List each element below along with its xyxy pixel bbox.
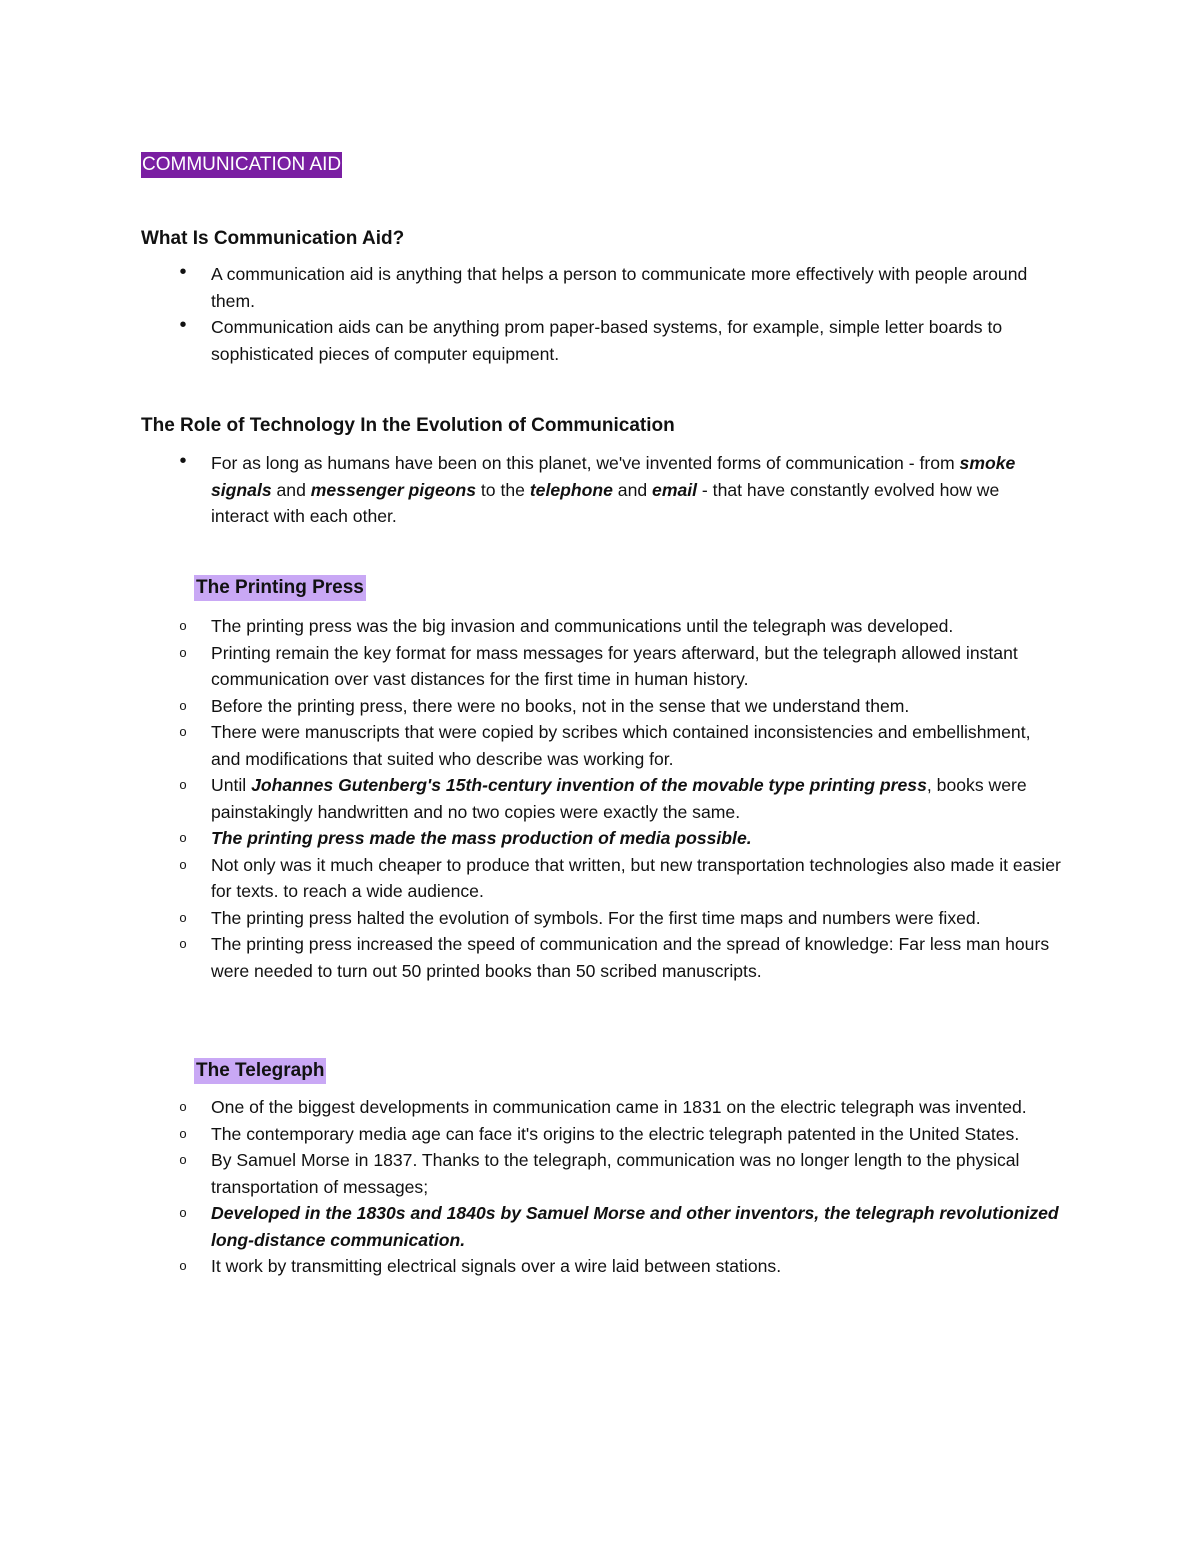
- list-item-text: Before the printing press, there were no books, not in the sense that we understand them.: [211, 695, 910, 716]
- list-item: [0, 693, 1061, 720]
- text-segment: , books were painstakingly handwritten and no two copies were exactly the same.: [211, 775, 1027, 822]
- list-item: [0, 261, 1061, 314]
- text-segment: and: [612, 479, 653, 500]
- bullet-circle-icon: o: [179, 1205, 187, 1220]
- list-item-text: Communication aids can be anything prom paper-based systems, for example, simple letter boards to sophisticated pieces of computer equipment.: [211, 317, 1003, 364]
- bullet-dot-icon: •: [179, 314, 187, 336]
- text-segment: - that have constantly evolved how we interact with each other.: [211, 479, 1000, 526]
- list-item-text-emphasis: The printing press made the mass production of media possible.: [211, 828, 752, 848]
- list-item: [0, 905, 1061, 932]
- list-item: [0, 613, 1061, 640]
- bullet-circle-icon: o: [179, 1152, 187, 1167]
- text-segment: Until: [211, 775, 252, 795]
- list-item: [0, 931, 1061, 984]
- list-item: [0, 772, 1061, 825]
- list-item-text: It work by transmitting electrical signals over a wire laid between stations.: [211, 1256, 782, 1276]
- text-segment: to the: [476, 479, 530, 500]
- list-item: [0, 1253, 1061, 1280]
- list-item-text-emphasis: Developed in the 1830s and 1840s by Samuel Morse and other inventors, the telegraph revolutionized long-distance communication.: [211, 1203, 1059, 1250]
- printing-press-list: [0, 613, 1200, 984]
- list-item: [0, 640, 1061, 693]
- bullet-circle-icon: o: [179, 936, 187, 951]
- emphasis-email: email: [652, 479, 698, 500]
- telegraph-list: [0, 1094, 1200, 1280]
- list-item: [0, 314, 1061, 367]
- list-item-text: By Samuel Morse in 1837. Thanks to the telegraph, communication was no longer length to the physical transportation of messages;: [211, 1150, 1020, 1197]
- list-item-text: [211, 775, 1027, 822]
- emphasis-gutenberg: Johannes Gutenberg's 15th-century invention of the movable type printing press: [251, 775, 927, 795]
- text-segment: For as long as humans have been on this planet, we've invented forms of communication - from: [211, 453, 960, 473]
- list-item-text: Printing remain the key format for mass messages for years afterward, but the telegraph allowed instant communication over vast distances for the first time in human history.: [211, 642, 1018, 689]
- list-item: [0, 825, 1061, 852]
- bullet-circle-icon: o: [179, 724, 187, 739]
- bullet-circle-icon: o: [179, 1125, 187, 1141]
- emphasis-smoke-signals: smoke signals: [211, 453, 1016, 500]
- text-segment: and: [271, 479, 311, 500]
- bullet-circle-icon: o: [179, 856, 187, 872]
- list-item: [0, 1200, 1061, 1253]
- bullet-circle-icon: o: [179, 830, 187, 845]
- list-item-text: One of the biggest developments in communication came in 1831 on the electric telegraph was invented.: [211, 1097, 1027, 1117]
- bullet-circle-icon: o: [179, 1258, 187, 1273]
- list-item: [0, 719, 1061, 772]
- bullet-dot-icon: •: [179, 450, 187, 472]
- list-item-text: There were manuscripts that were copied by scribes which contained inconsistencies and embellishment, and modifications that suited who describe was working for.: [211, 722, 1031, 769]
- list-item-text: The printing press was the big invasion and communications until the telegraph was developed.: [211, 616, 954, 636]
- role-of-technology-list: [0, 450, 1200, 530]
- list-item: [0, 1121, 1061, 1148]
- list-item-text: A communication aid is anything that helps a person to communicate more effectively with people around them.: [211, 264, 1028, 311]
- bullet-circle-icon: o: [179, 1099, 187, 1114]
- what-is-list: [0, 261, 1200, 367]
- bullet-circle-icon: o: [179, 777, 187, 792]
- list-item-text: The printing press halted the evolution of symbols. For the first time maps and numbers were fixed.: [211, 907, 981, 928]
- list-item: [0, 1094, 1061, 1121]
- bullet-circle-icon: o: [179, 644, 187, 660]
- bullet-circle-icon: o: [179, 697, 187, 713]
- subheading-telegraph: The Telegraph: [194, 1058, 326, 1084]
- list-item-text: The contemporary media age can face it's origins to the electric telegraph patented in the United States.: [211, 1123, 1020, 1144]
- bullet-dot-icon: •: [179, 261, 187, 283]
- emphasis-messenger-pigeons: messenger pigeons: [310, 479, 477, 500]
- section-heading-what-is: What Is Communication Aid?: [141, 228, 405, 249]
- list-item-text: The printing press increased the speed of communication and the spread of knowledge: Far less man hours were needed to turn out 50 printed books than 50 scribed manuscripts.: [211, 934, 1050, 981]
- subheading-printing-press: The Printing Press: [194, 575, 366, 601]
- list-item: [0, 1147, 1061, 1200]
- list-item: [0, 450, 1061, 530]
- emphasis-telephone: telephone: [529, 479, 613, 500]
- list-item-text: [211, 453, 1015, 526]
- document-title: COMMUNICATION AID: [141, 152, 342, 178]
- bullet-circle-icon: o: [179, 618, 187, 633]
- section-heading-role-of-technology: The Role of Technology In the Evolution of Communication: [141, 415, 675, 436]
- list-item-text: Not only was it much cheaper to produce that written, but new transportation technologies also made it easier for texts. to reach a wide audience.: [211, 854, 1061, 901]
- list-item: [0, 852, 1061, 905]
- bullet-circle-icon: o: [179, 909, 187, 925]
